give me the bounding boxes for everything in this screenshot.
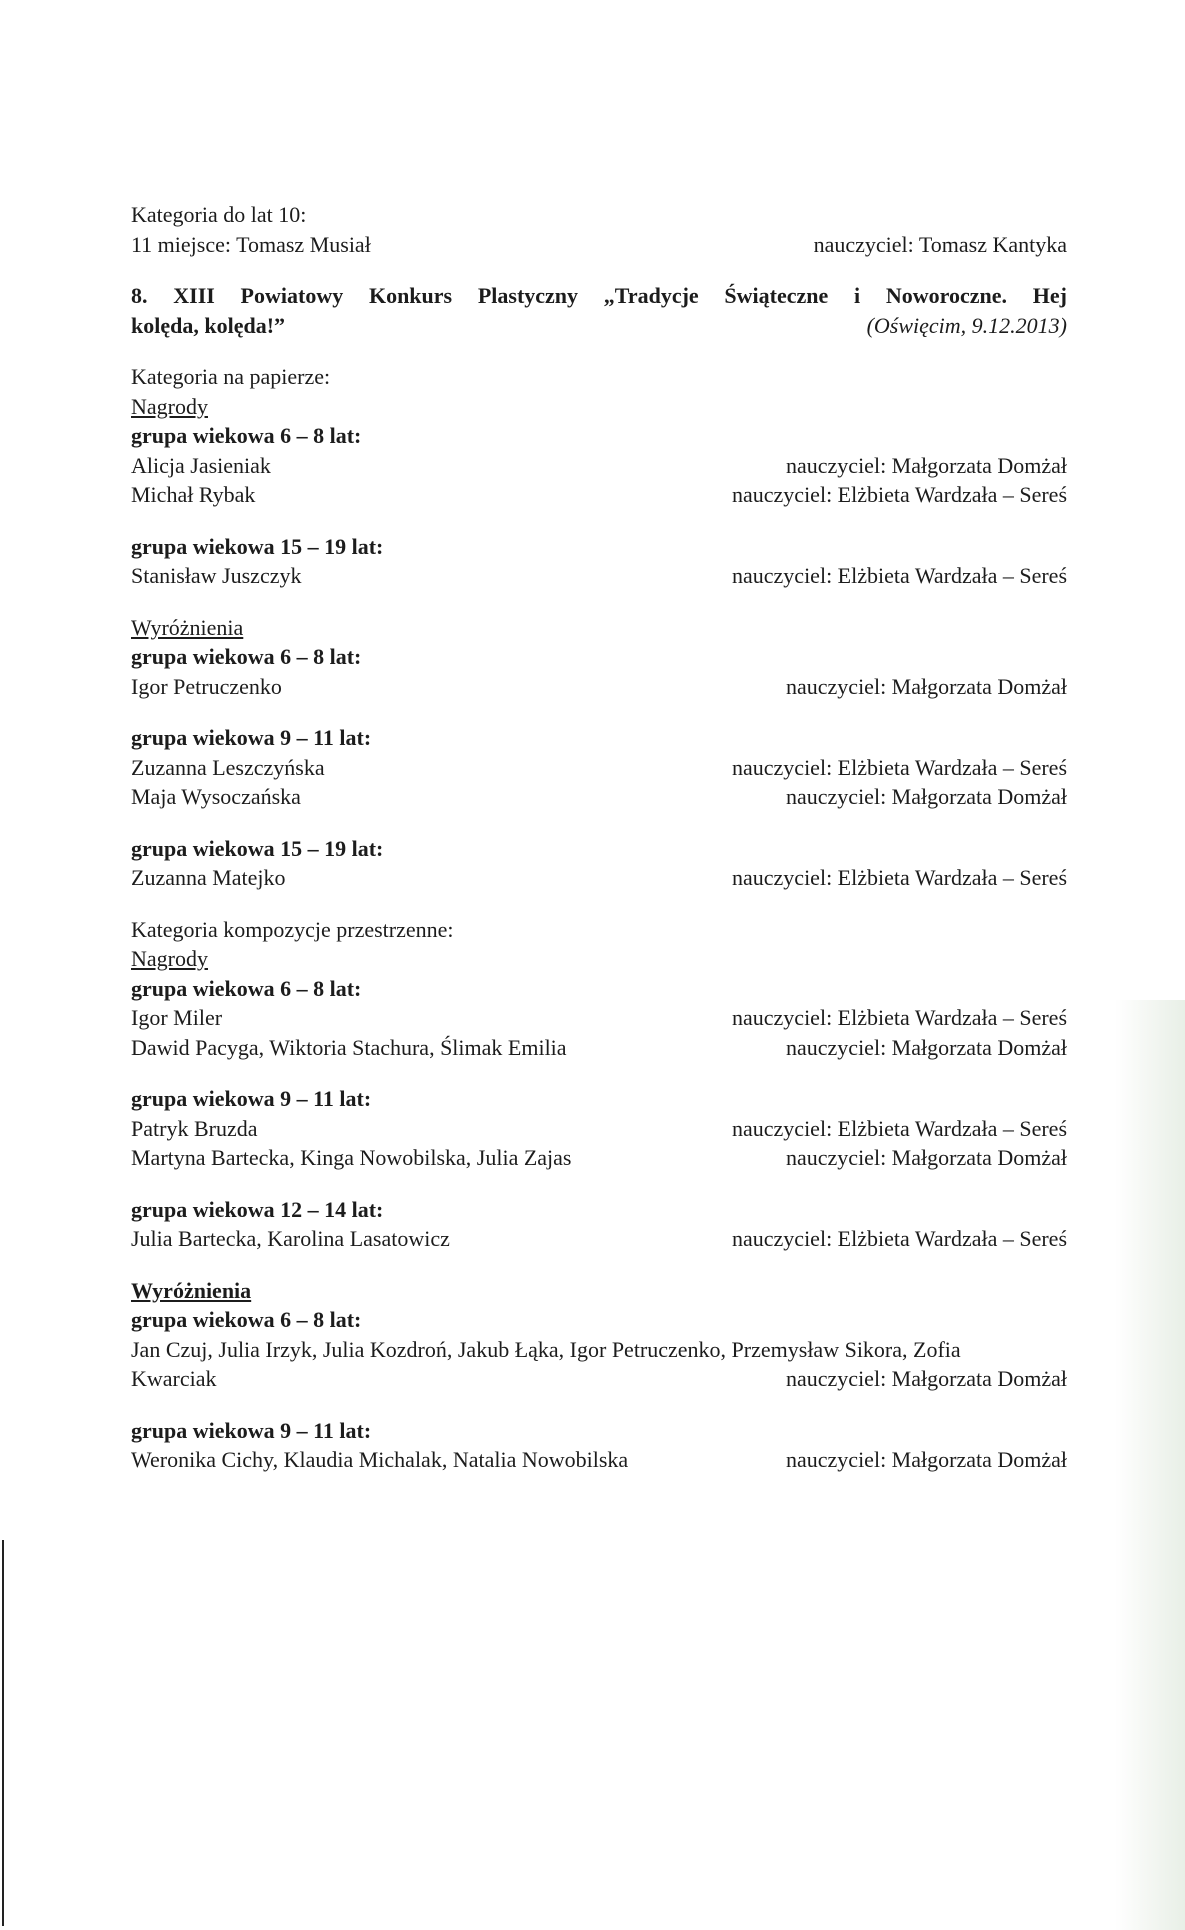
- entry-names-continued: Kwarciak: [131, 1366, 217, 1391]
- result-row: [131, 863, 1067, 893]
- entry-teacher: nauczyciel: Małgorzata Domżał: [786, 1145, 1067, 1170]
- entry-teacher: nauczyciel: Małgorzata Domżał: [786, 673, 1067, 699]
- entry-names: Weronika Cichy, Klaudia Michalak, Natalia Nowobilska: [131, 1447, 629, 1472]
- result-row: [131, 1114, 1067, 1144]
- entry-name: Dawid Pacyga, Wiktoria Stachura, Ślimak Emilia: [131, 1034, 567, 1060]
- age-group: grupa wiekowa 9 – 11 lat:: [131, 1417, 372, 1443]
- age-group-heading: [131, 974, 1067, 1004]
- result-row: [131, 1143, 1067, 1173]
- section-heading: [131, 944, 1067, 974]
- contest-title: 8. XIII Powiatowy Konkurs Plastyczny „Tradycje Świąteczne i Noworoczne. Hej: [131, 283, 1067, 308]
- category-heading: [131, 915, 1067, 945]
- category-under-10: Kategoria do lat 10:: [131, 202, 307, 227]
- age-group: grupa wiekowa 6 – 8 lat:: [131, 975, 362, 1001]
- entry-teacher: nauczyciel: Małgorzata Domżał: [786, 452, 1067, 478]
- result-row: [131, 1335, 1067, 1365]
- awards-heading: Nagrody: [131, 393, 208, 419]
- entry-name: 11 miejsce: Tomasz Musiał: [131, 231, 371, 257]
- result-row: [131, 561, 1067, 591]
- age-group-heading: [131, 1416, 1067, 1446]
- entry-teacher: nauczyciel: Małgorzata Domżał: [786, 1366, 1067, 1391]
- age-group-heading: [131, 421, 1067, 451]
- section-heading: [131, 1276, 1067, 1306]
- age-group-heading: [131, 1305, 1067, 1335]
- age-group-heading: [131, 1084, 1067, 1114]
- age-group-heading: [131, 642, 1067, 672]
- result-row: [131, 753, 1067, 783]
- age-group: grupa wiekowa 15 – 19 lat:: [131, 835, 384, 861]
- entry-teacher: nauczyciel: Małgorzata Domżał: [786, 1034, 1067, 1060]
- scan-edge-line: [2, 1540, 4, 1926]
- age-group-heading: [131, 834, 1067, 864]
- entry-teacher: nauczyciel: Elżbieta Wardzała – Sereś: [732, 482, 1067, 507]
- entry-name: Igor Miler: [131, 1005, 223, 1030]
- entry-teacher: nauczyciel: Elżbieta Wardzała – Sereś: [732, 563, 1067, 588]
- entry-name: Patryk Bruzda: [131, 1115, 258, 1141]
- entry-name: Martyna Bartecka, Kinga Nowobilska, Julia Zajas: [131, 1145, 572, 1170]
- distinctions-heading: Wyróżnienia: [131, 614, 244, 640]
- entry-name: Igor Petruczenko: [131, 673, 282, 699]
- category-spatial: Kategoria kompozycje przestrzenne:: [131, 916, 454, 942]
- entry-name: Zuzanna Leszczyńska: [131, 754, 325, 780]
- contest-title-continued: [131, 311, 1067, 341]
- section-heading: [131, 613, 1067, 643]
- age-group-heading: [131, 532, 1067, 562]
- entry-names: Jan Czuj, Julia Irzyk, Julia Kozdroń, Jakub Łąka, Igor Petruczenko, Przemysław Sikora, Zofia: [131, 1336, 961, 1362]
- result-row: [131, 672, 1067, 702]
- contest-place-date: (Oświęcim, 9.12.2013): [866, 312, 1067, 338]
- entry-teacher: nauczyciel: Małgorzata Domżał: [786, 1447, 1067, 1472]
- entry-name: Zuzanna Matejko: [131, 865, 286, 890]
- entry-teacher: nauczyciel: Elżbieta Wardzała – Sereś: [732, 754, 1067, 780]
- result-row: [131, 480, 1067, 510]
- entry-name: Alicja Jasieniak: [131, 452, 271, 478]
- result-row: [131, 1445, 1067, 1475]
- entry-teacher: nauczyciel: Elżbieta Wardzała – Sereś: [732, 865, 1067, 890]
- document-page: [131, 200, 1067, 1475]
- result-row: [131, 230, 1067, 260]
- age-group-heading: [131, 723, 1067, 753]
- scan-edge-shading: [1115, 1000, 1185, 1930]
- entry-teacher: nauczyciel: Elżbieta Wardzała – Sereś: [732, 1226, 1067, 1251]
- entry-name: Julia Bartecka, Karolina Lasatowicz: [131, 1226, 450, 1251]
- entry-teacher: nauczyciel: Małgorzata Domżał: [786, 784, 1067, 809]
- result-row: [131, 1003, 1067, 1033]
- entry-name: Maja Wysoczańska: [131, 784, 301, 809]
- age-group: grupa wiekowa 6 – 8 lat:: [131, 423, 362, 448]
- age-group: grupa wiekowa 15 – 19 lat:: [131, 533, 384, 559]
- result-row: [131, 1224, 1067, 1254]
- entry-teacher: nauczyciel: Elżbieta Wardzała – Sereś: [732, 1115, 1067, 1141]
- age-group: grupa wiekowa 9 – 11 lat:: [131, 1086, 372, 1111]
- entry-teacher: nauczyciel: Tomasz Kantyka: [813, 231, 1067, 257]
- contest-title-end: kolęda, kolęda!”: [131, 312, 286, 338]
- section-heading: [131, 392, 1067, 422]
- result-row: [131, 1033, 1067, 1063]
- age-group-heading: [131, 1195, 1067, 1225]
- age-group: grupa wiekowa 9 – 11 lat:: [131, 725, 372, 750]
- category-heading: [131, 200, 1067, 230]
- distinctions-heading: Wyróżnienia: [131, 1277, 252, 1303]
- age-group: grupa wiekowa 12 – 14 lat:: [131, 1196, 384, 1222]
- result-row: [131, 1364, 1067, 1394]
- entry-teacher: nauczyciel: Elżbieta Wardzała – Sereś: [732, 1005, 1067, 1030]
- age-group: grupa wiekowa 6 – 8 lat:: [131, 1307, 362, 1332]
- age-group: grupa wiekowa 6 – 8 lat:: [131, 644, 362, 669]
- result-row: [131, 782, 1067, 812]
- category-paper: Kategoria na papierze:: [131, 364, 331, 389]
- entry-name: Michał Rybak: [131, 482, 256, 507]
- category-heading: [131, 362, 1067, 392]
- entry-name: Stanisław Juszczyk: [131, 563, 302, 588]
- awards-heading: Nagrody: [131, 946, 208, 971]
- result-row: [131, 451, 1067, 481]
